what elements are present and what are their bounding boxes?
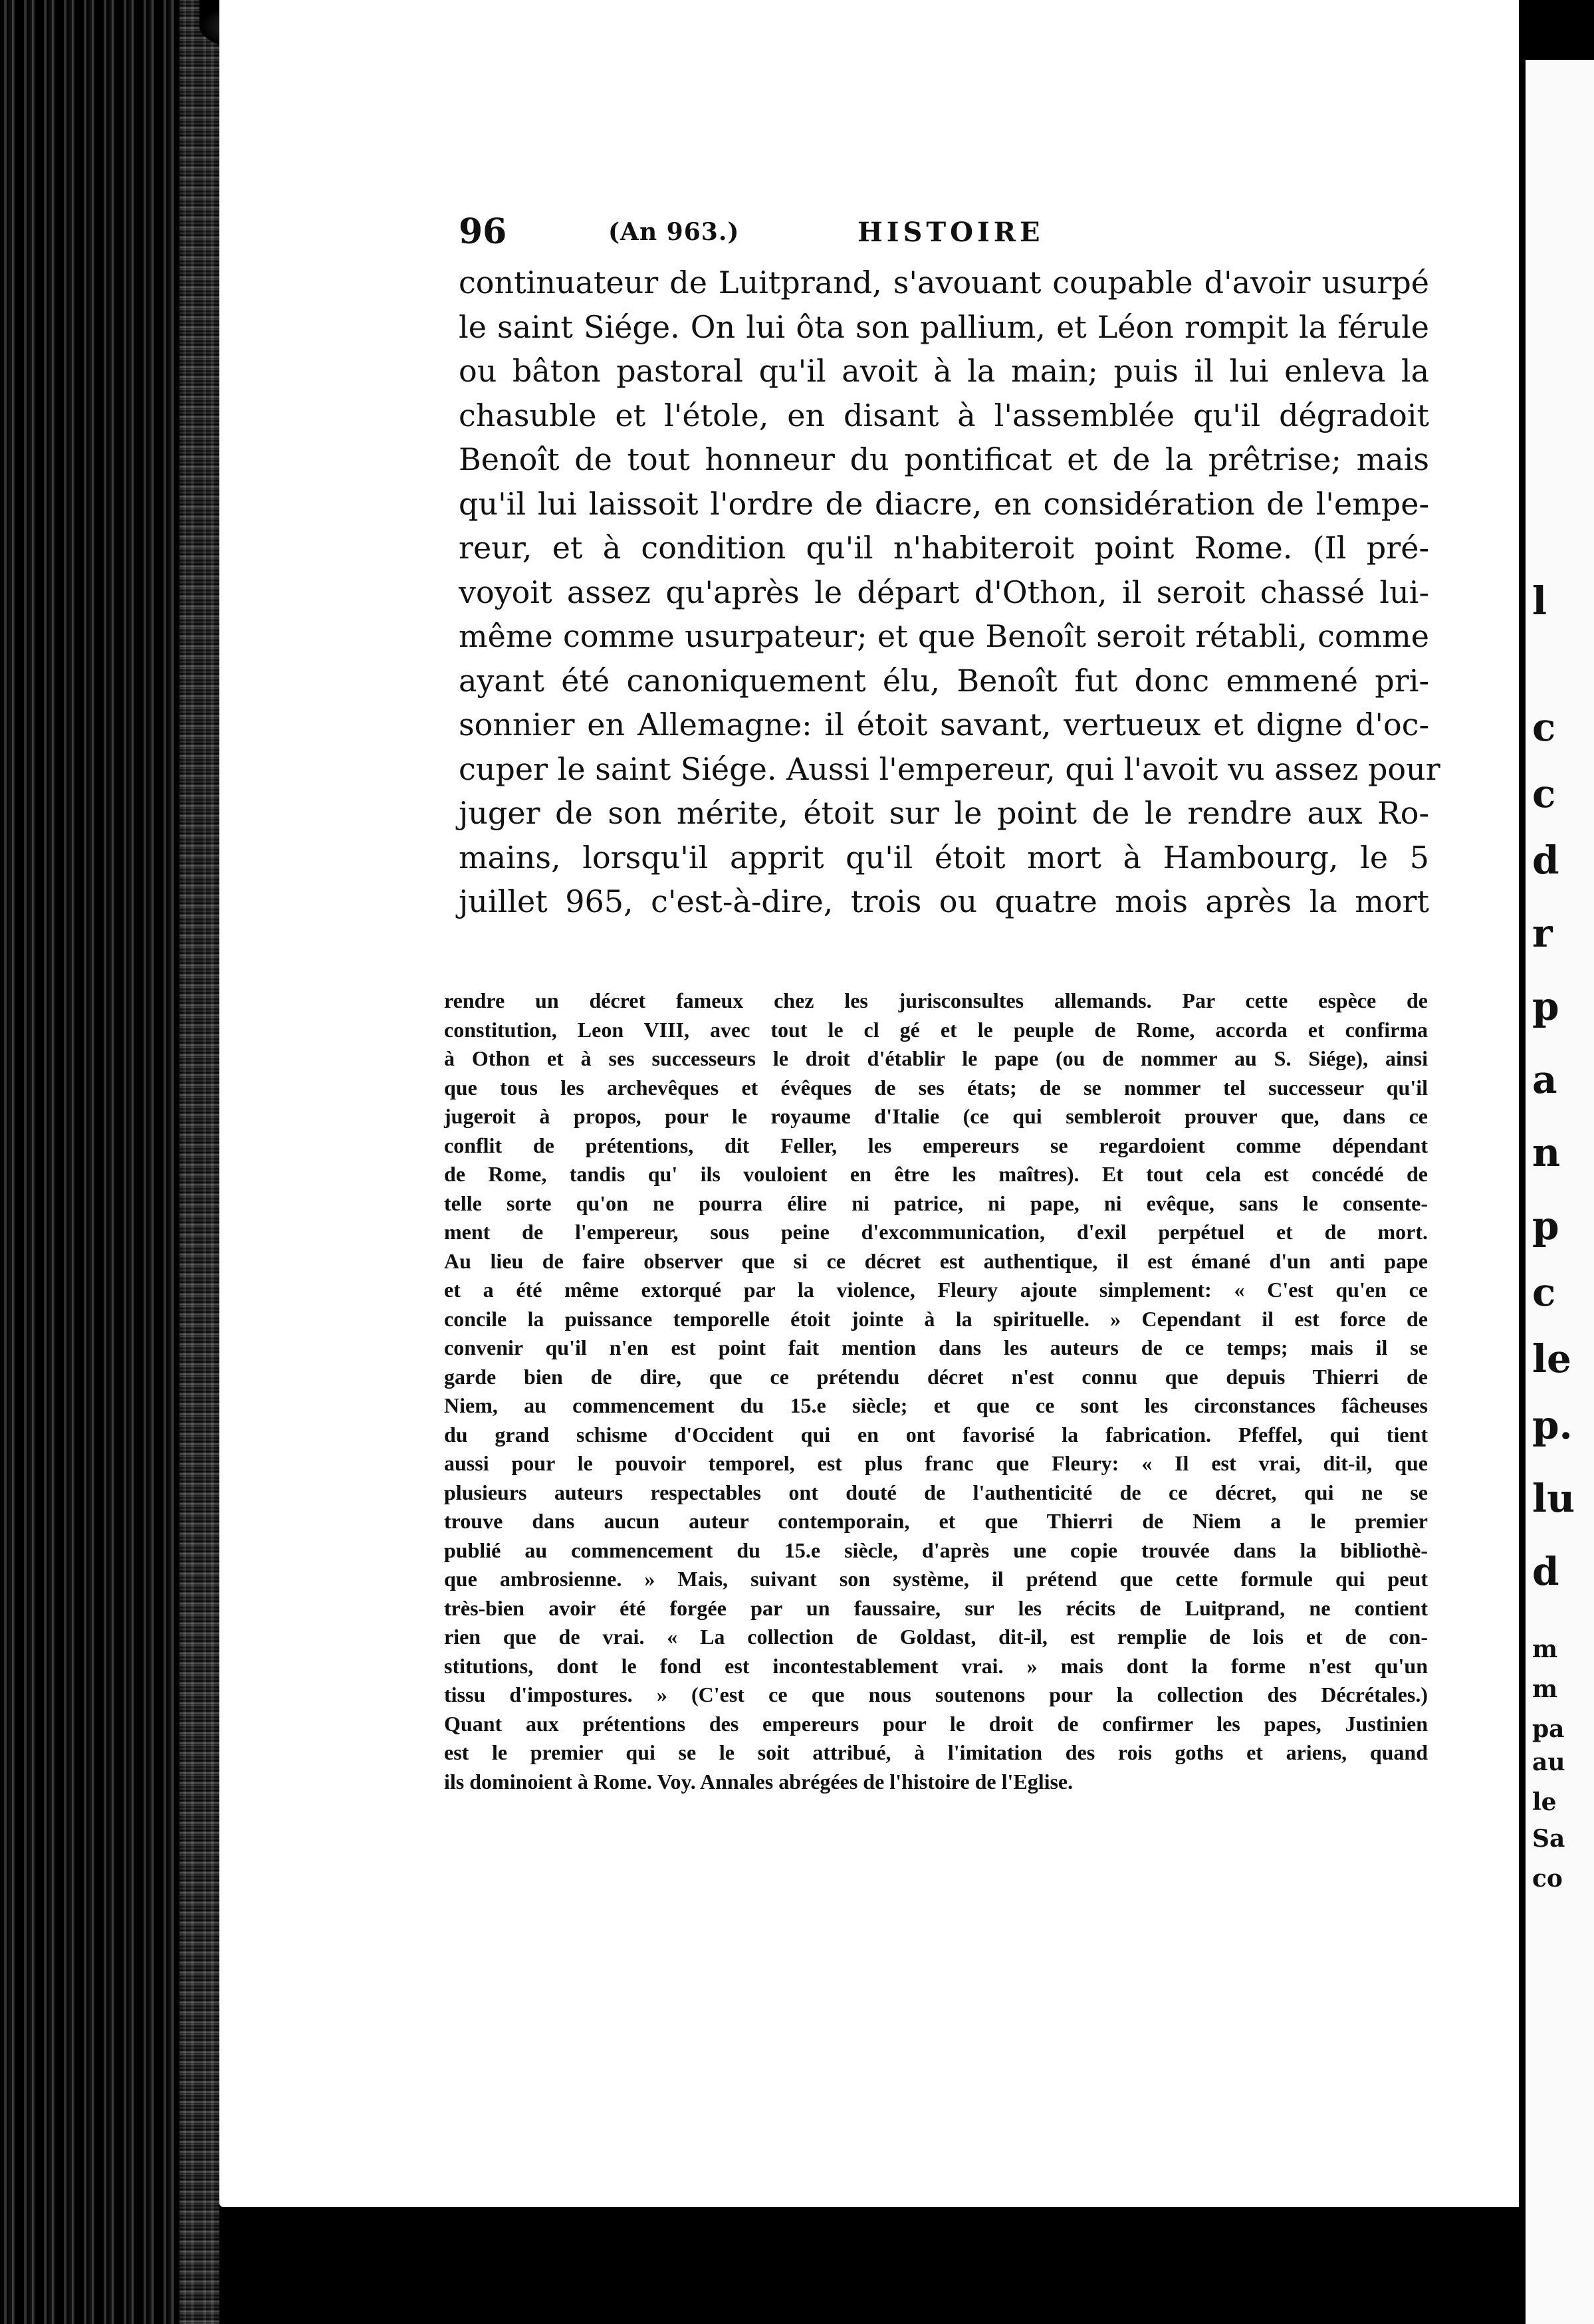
footnote-line: ils dominoient à Rome. Voy. Annales abrégées de l'histoire de l'Eglise. [444, 1769, 1074, 1794]
body-line: cuper le saint Siége. Aussi l'empereur, qui l'avoit vu assez pour [459, 751, 1440, 787]
facing-page-fragment: p [1532, 1203, 1559, 1248]
footnote-line: conflit de prétentions, dit Feller, les empereurs se regardoient comme dépendant [444, 1133, 1428, 1157]
footnote-line: tissu d'impostures. » (C'est ce que nous soutenons pour la collection des Décrétales.) [444, 1683, 1428, 1706]
facing-page-fragment: l [1532, 578, 1547, 624]
footnote-line: Niem, au commencement du 15.e siècle; et que ce sont les circonstances fâcheuses [444, 1393, 1428, 1417]
facing-page-fragment: le [1532, 1788, 1557, 1816]
footnote-line: ment de l'empereur, sous peine d'excommunication, d'exil perpétuel et de mort. [444, 1220, 1428, 1244]
body-line: Benoît de tout honneur du pontificat et de la prêtrise; mais [459, 441, 1429, 477]
footnote-line: publié au commencement du 15.e siècle, d'après une copie trouvée dans la bibliothè- [444, 1538, 1428, 1562]
facing-page-fragment: c [1532, 1270, 1556, 1315]
body-line: ou bâton pastoral qu'il avoit à la main; puis il lui enleva la [459, 353, 1429, 389]
binding-edge [0, 0, 219, 2324]
facing-page-fragment: lu [1532, 1476, 1575, 1521]
binding-edge-noise [179, 0, 219, 2324]
body-line: voyoit assez qu'après le départ d'Othon, il seroit chassé lui- [459, 574, 1429, 610]
footnote-line: que ambrosienne. » Mais, suivant son système, il prétend que cette formule qui peut [444, 1567, 1428, 1591]
footnote-line: trouve dans aucun auteur contemporain, et que Thierri de Niem a le premier [444, 1509, 1428, 1533]
body-line: continuateur de Luitprand, s'avouant coupable d'avoir usurpé [459, 265, 1429, 300]
footnote-line: très-bien avoir été forgée par un faussaire, sur les récits de Luitprand, ne contient [444, 1595, 1428, 1620]
facing-page-fragment: c [1532, 705, 1556, 750]
footnote-line: plusieurs auteurs respectables ont douté de l'authenticité de ce décret, qui ne se [444, 1480, 1428, 1504]
facing-page-edge [1526, 60, 1594, 2324]
footnote-line: garde bien de dire, que ce prétendu décret n'est connu que depuis Thierri de [444, 1364, 1428, 1389]
facing-page-fragment: le [1532, 1336, 1571, 1381]
body-line: reur, et à condition qu'il n'habiteroit point Rome. (Il pré- [459, 530, 1429, 566]
body-line: qu'il lui laissoit l'ordre de diacre, en considération de l'empe- [459, 485, 1429, 522]
facing-page-fragment: Sa [1532, 1825, 1565, 1853]
facing-page-fragment: d [1532, 1549, 1559, 1594]
facing-page-fragment: p. [1532, 1403, 1573, 1448]
footnote-line: est le premier qui se le soit attribué, à l'imitation des rois goths et ariens, quand [444, 1740, 1428, 1764]
footnote-line: que tous les archevêques et évêques de ses états; de se nommer tel successeur qu'il [444, 1075, 1428, 1100]
footnote-line: rendre un décret fameux chez les jurisconsultes allemands. Par cette espèce de [444, 988, 1428, 1012]
facing-page-fragment: c [1532, 771, 1556, 816]
footnote-line: à Othon et à ses successeurs le droit d'établir le pape (ou de nommer au S. Siége), ainsi [444, 1046, 1428, 1070]
footnote-line: stitutions, dont le fond est incontestablement vrai. » mais dont la forme n'est qu'un [444, 1653, 1428, 1678]
footnote-line: et a été même extorqué par la violence, Fleury ajoute simplement: « C'est qu'en ce [444, 1278, 1428, 1302]
footnote-line: Au lieu de faire observer que si ce décret est authentique, il est émané d'un anti pape [444, 1248, 1428, 1273]
main-body-text [459, 261, 1440, 924]
facing-page-fragment: au [1532, 1748, 1565, 1776]
footnote-line: telle sorte qu'on ne pourra élire ni patrice, ni pape, ni evêque, sans le consente- [444, 1191, 1428, 1215]
facing-page-fragment: pa [1532, 1715, 1565, 1743]
footnote-line: aussi pour le pouvoir temporel, est plus franc que Fleury: « Il est vrai, dit-il, que [444, 1451, 1428, 1475]
footnote-line: jugeroit à propos, pour le royaume d'Italie (ce qui sembleroit prouver que, dans ce [444, 1104, 1428, 1128]
footnote-line: concile la puissance temporelle étoit jointe à la spirituelle. » Cependant il est force de [444, 1306, 1428, 1331]
facing-page-fragment: m [1532, 1635, 1558, 1663]
body-line: même comme usurpateur; et que Benoît seroit rétabli, comme [459, 618, 1429, 654]
footnote-line: constitution, Leon VIII, avec tout le cl gé et le peuple de Rome, accorda et confirma [444, 1017, 1428, 1042]
footnote-line: Quant aux prétentions des empereurs pour le droit de confirmer les papes, Justinien [444, 1711, 1428, 1736]
facing-page-fragment: m [1532, 1675, 1558, 1703]
body-line: chasuble et l'étole, en disant à l'assemblée qu'il dégradoit [459, 397, 1429, 433]
body-line: ayant été canoniquement élu, Benoît fut donc emmené pri- [459, 662, 1429, 699]
footnote-line: de Rome, tandis qu' ils vouloient en être les maîtres). Et tout cela est concédé de [444, 1162, 1428, 1186]
body-line: juillet 965, c'est-à-dire, trois ou quatre mois après la mort [459, 883, 1429, 919]
page-number: 96 [459, 211, 507, 252]
running-head-year: (An 963.) [608, 218, 740, 246]
facing-page-fragment: a [1532, 1057, 1557, 1102]
body-line: mains, lorsqu'il apprit qu'il étoit mort à Hambourg, le 5 [459, 839, 1429, 875]
facing-page-fragment: p [1532, 984, 1559, 1029]
body-line: sonnier en Allemagne: il étoit savant, vertueux et digne d'oc- [459, 707, 1429, 743]
running-head-title: HISTOIRE [857, 217, 1044, 248]
facing-page-fragment: n [1532, 1130, 1561, 1175]
footnote-line: convenir qu'il n'en est point fait mention dans les auteurs de ce temps; mais il se [444, 1336, 1428, 1359]
facing-page-fragment: co [1532, 1865, 1563, 1893]
facing-page-fragment: d [1532, 838, 1559, 883]
footnote-line: rien que de vrai. « La collection de Goldast, dit-il, est remplie de lois et de con- [444, 1625, 1428, 1649]
footnote-line: du grand schisme d'Occident qui en ont favorisé la fabrication. Pfeffel, qui tient [444, 1422, 1428, 1447]
body-line: le saint Siége. On lui ôta son pallium, et Léon rompit la férule [459, 308, 1429, 345]
body-line: juger de son mérite, étoit sur le point de le rendre aux Ro- [459, 795, 1429, 831]
running-head [459, 211, 1456, 258]
facing-page-fragment: r [1532, 911, 1553, 956]
footnote-block [444, 987, 1428, 1796]
